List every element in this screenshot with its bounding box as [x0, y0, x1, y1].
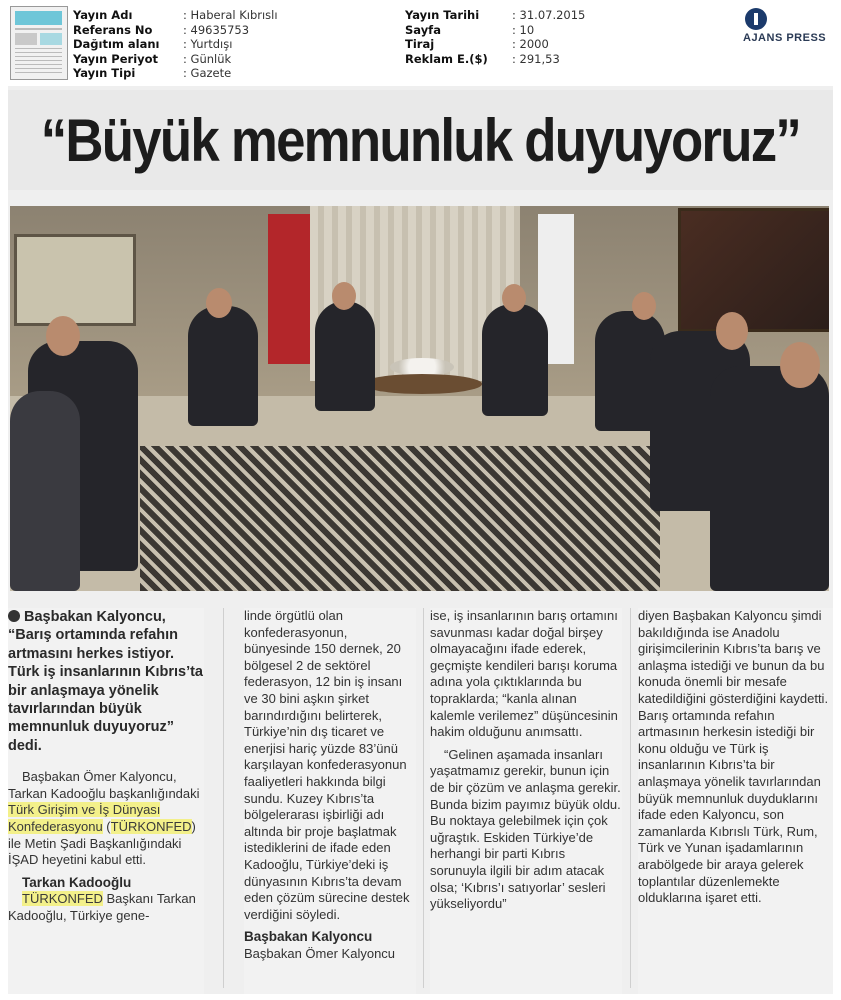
info-row-circulation: [405, 37, 585, 52]
person-head: [780, 342, 820, 388]
paragraph: linde örgütlü olan konfederasyonun, bünyesinde 150 dernek, 20 bölgesel 2 de sektörel federasyon, 12 bin iş insanı ve 30 bini aşkın şirket barındırdığını belirterek, Türkiye’nin dış ticaret ve enerjisi hariç yüzde 83’ünü karşılayan konfederasyonun faaliyetleri hakkında bilgi sundu. Kuzey Kıbrıs’ta bölgelerarası işbirliği adı altında bir proje başlatmak istediklerini de ifade eden Kadooğlu, Türkiye’deki iş dünyasının Kıbrıs’ta devam eden çözüm sürecine destek verdiğini söyledi.: [244, 608, 410, 922]
subheading: Tarkan Kadooğlu: [22, 874, 132, 890]
newspaper-clipping: [8, 86, 833, 994]
info-label: Tiraj: [405, 37, 435, 52]
info-row-publication-name: [73, 8, 278, 23]
info-row-date: [405, 8, 585, 23]
info-row-reference-no: [73, 23, 278, 38]
info-value: : 2000: [512, 37, 549, 52]
article-column-1: [8, 608, 204, 994]
info-value: : 49635753: [183, 22, 250, 37]
clipping-header: [0, 0, 841, 86]
person-head: [632, 292, 656, 320]
article-column-2: [244, 608, 416, 994]
info-value: : Haberal Kıbrıslı: [183, 8, 278, 22]
info-label: Sayfa: [405, 22, 441, 37]
info-value: : 31.07.2015: [512, 8, 586, 22]
info-value: : Gazete: [183, 66, 232, 81]
logo-mark-icon: [745, 8, 767, 30]
info-label: Referans No: [73, 22, 153, 37]
painting-frame: [678, 208, 829, 332]
publication-info: [73, 8, 278, 81]
article-column-3: [430, 608, 622, 994]
highlighted-term: TÜRKONFED: [110, 819, 192, 835]
paragraph: diyen Başbakan Kalyoncu şimdi bakıldığında ise Anadolu girişimcilerinin Kıbrıs’ta barış ve anlaşma istediği ve bunun da bu konuda önemli bir mesafe katedildiğini gösterdiğini kaydetti. Barış ortamında refahın artmasının herkesin istediği bir konu olduğu ve Türk iş insanlarının Kıbrıs’ta bir anlaşmaya yönelik tavırlarından büyük memnunluk duyduklarını ifade eden Kalyoncu, son zamanlarda Kıbrıslı Türk, Rum, Türk ve Yunan işadamlarının arabölgede bir araya gelerek toplantılar düzenlemekte olduklarına işaret etti.: [638, 608, 829, 906]
highlighted-term: TÜRKONFED: [22, 891, 103, 907]
info-label: Yayın Periyot: [73, 51, 159, 66]
bullet-icon: [8, 610, 20, 622]
headline-band: [8, 90, 833, 190]
publication-stats: [405, 8, 585, 66]
person-figure: [10, 391, 80, 591]
article-photo: [10, 206, 829, 591]
person-figure: [482, 304, 548, 416]
info-row-period: [73, 52, 278, 67]
info-label: Yayın Adı: [73, 8, 133, 22]
cyprus-map-frame: [14, 234, 136, 326]
column-divider: [630, 608, 631, 988]
text-run: ) ile Metin Şadi Başkanlığındaki İŞAD heyetini kabul etti.: [8, 819, 196, 868]
paragraph: “Gelinen aşamada insanları yaşatmamız gerekir, bunun için de bir çözüm ve anlaşma gerekir. Bunda bizim payımız büyük oldu. Bu noktaya gelebilmek için çok uğraştık. Eskiden Türkiye’de herhangi bir parti Kıbrıs sorunuyla ilgili bir adım atacak olsa; ‘Kıbrıs’ı satıyorlar’ sesleri yükseliyordu”: [430, 746, 621, 912]
info-row-ad-value: [405, 52, 585, 67]
article-headline: “Büyük memnunluk duyuyoruz”: [40, 106, 801, 174]
info-value: : 10: [512, 22, 535, 37]
page-thumbnail[interactable]: [10, 6, 68, 80]
person-figure: [188, 306, 258, 426]
info-row-type: [73, 66, 278, 81]
person-head: [716, 312, 748, 350]
info-label: Reklam E.($): [405, 51, 488, 66]
text-run: (: [102, 819, 111, 835]
info-value: : 291,53: [512, 51, 560, 66]
article-column-4: [638, 608, 833, 994]
column-divider: [223, 608, 224, 988]
info-row-page: [405, 23, 585, 38]
turkish-flag-icon: [268, 214, 310, 364]
column-divider: [423, 608, 424, 988]
coffee-table: [362, 374, 482, 394]
info-value: : Günlük: [183, 51, 232, 66]
info-label: Yayın Tarihi: [405, 8, 480, 22]
subheading: Başbakan Kalyoncu: [244, 929, 373, 945]
highlighted-term: Türk Girişim ve İş Dünyası Konfederasyonu: [8, 802, 161, 835]
person-figure: [315, 301, 375, 411]
text-run: Başkanı Tarkan Kadooğlu, Türkiye gene-: [8, 891, 196, 923]
person-head: [46, 316, 80, 356]
text-run: Başbakan Ömer Kalyoncu, Tarkan Kadooğlu başkanlığındaki: [8, 769, 200, 801]
photo-carpet: [140, 446, 660, 591]
person-head: [206, 288, 232, 318]
paragraph: [8, 769, 204, 869]
paragraph: ise, iş insanlarının barış ortamını savunması kadar doğal birşey olmayacağını ifade ederek, geçmişte kendileri barışı koruma adına yola çıktıklarında bu topraklarda; “kanla alınan kalemle verilemez” düşüncesinin hakim olduğunu anımsattı.: [430, 608, 618, 740]
person-figure: [710, 366, 829, 591]
person-head: [332, 282, 356, 310]
paragraph: Başbakan Ömer Kalyoncu: [244, 945, 396, 961]
info-value: : Yurtdışı: [183, 37, 233, 52]
article-lead: [8, 608, 204, 755]
logo-text: AJANS PRESS: [743, 32, 827, 44]
info-row-distribution: [73, 37, 278, 52]
info-label: Yayın Tipi: [73, 66, 136, 81]
lead-text: Başbakan Kalyoncu, “Barış ortamında refahın artmasını herkes istiyor. Türk iş insanlarının Kıbrıs’ta bir anlaşmaya yönelik tavırlarından büyük memnunluk duyuyoruz” dedi.: [8, 609, 203, 754]
ajans-press-logo: [743, 8, 833, 48]
info-label: Dağıtım alanı: [73, 37, 160, 52]
person-head: [502, 284, 526, 312]
paragraph: [8, 891, 204, 924]
